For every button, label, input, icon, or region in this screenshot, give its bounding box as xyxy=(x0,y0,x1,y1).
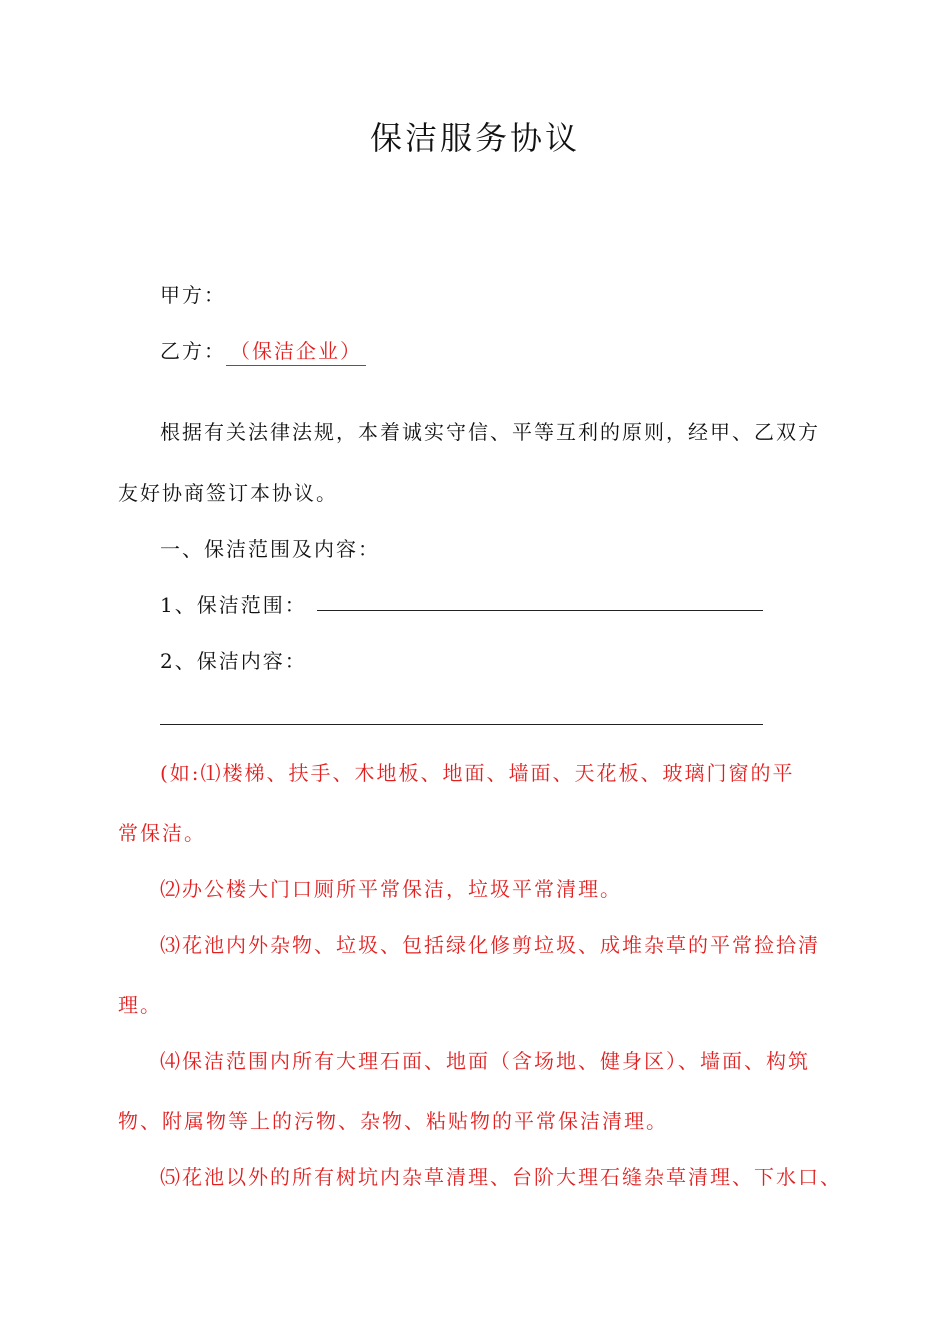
example-1-line-2: 常保洁。 xyxy=(118,821,206,845)
item-2-label: 2、保洁内容： xyxy=(160,649,307,673)
party-b-line xyxy=(160,338,880,366)
scope-blank-line xyxy=(317,610,763,611)
item-1-label: 1、保洁范围： xyxy=(160,593,307,617)
content-blank-line xyxy=(160,724,763,725)
example-3-line-2: 理。 xyxy=(118,993,162,1017)
example-2: ⑵办公楼大门口厕所平常保洁，垃圾平常清理。 xyxy=(160,877,622,901)
document-title: 保洁服务协议 xyxy=(369,119,580,157)
intro-line-2: 友好协商签订本协议。 xyxy=(118,481,338,505)
example-5-line-1: ⑸花池以外的所有树坑内杂草清理、台阶大理石缝杂草清理、下水口、 xyxy=(160,1165,842,1189)
party-b-value: （保洁企业） xyxy=(226,338,366,366)
example-4-line-2: 物、附属物等上的污物、杂物、粘贴物的平常保洁清理。 xyxy=(118,1109,668,1133)
party-b-label: 乙方： xyxy=(160,339,226,363)
example-1-line-1: (如:⑴楼梯、扶手、木地板、地面、墙面、天花板、玻璃门窗的平 xyxy=(160,761,795,785)
example-4-line-1: ⑷保洁范围内所有大理石面、地面（含场地、健身区）、墙面、构筑 xyxy=(160,1049,810,1073)
party-a-label: 甲方： xyxy=(160,283,226,307)
section-1-heading: 一、保洁范围及内容： xyxy=(160,537,380,561)
intro-line-1: 根据有关法律法规，本着诚实守信、平等互利的原则，经甲、乙双方 xyxy=(160,420,820,444)
example-3-line-1: ⑶花池内外杂物、垃圾、包括绿化修剪垃圾、成堆杂草的平常捡拾清 xyxy=(160,933,820,957)
